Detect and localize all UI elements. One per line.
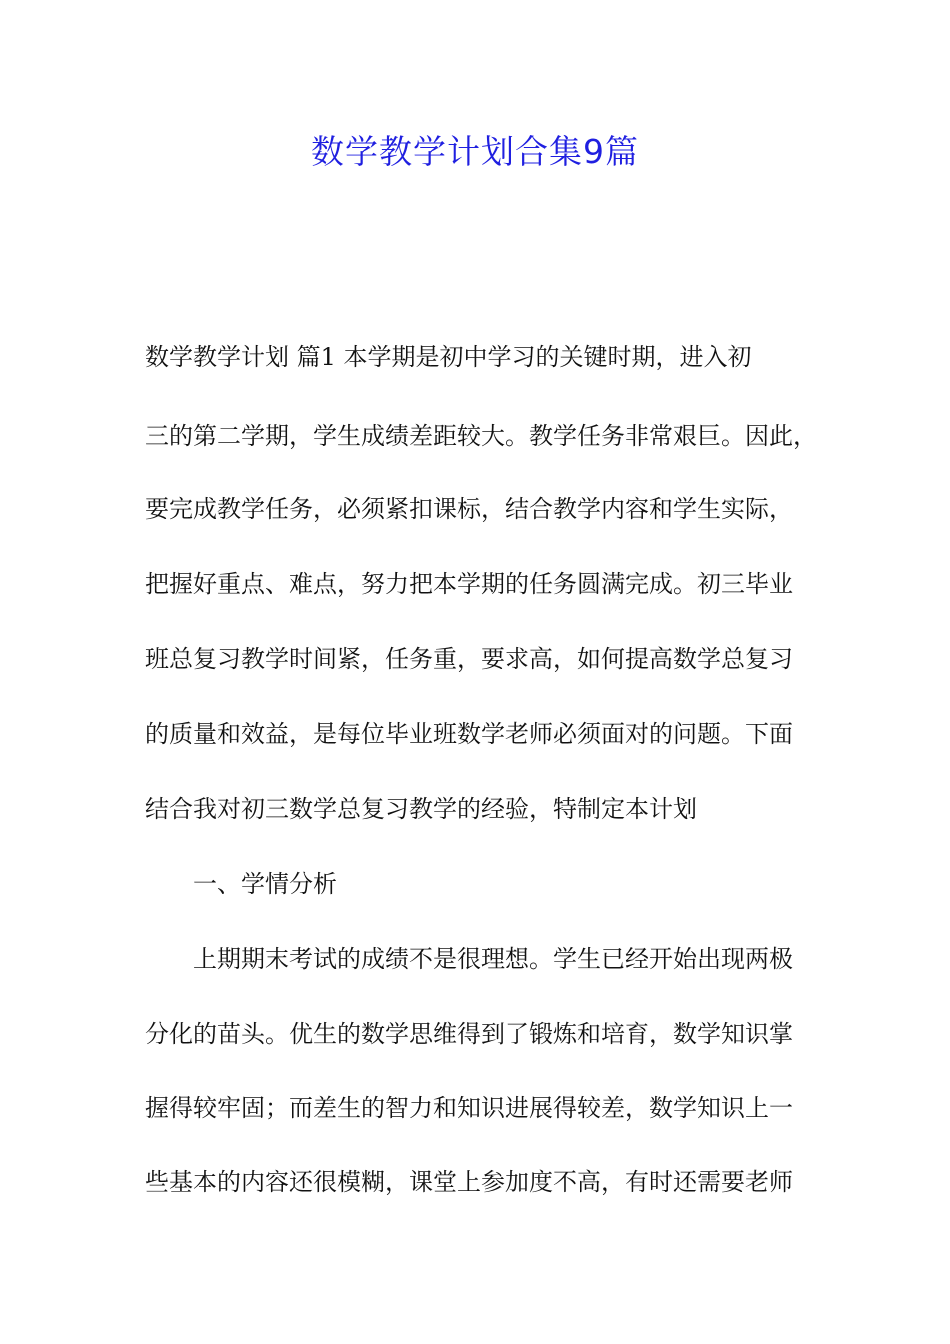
paragraph-line: 上期期末考试的成绩不是很理想。学生已经开始出现两极 — [193, 945, 793, 973]
paragraph-line: 握得较牢固；而差生的智力和知识进展得较差，数学知识上一 — [145, 1094, 793, 1122]
document-title: 数学教学计划合集9篇 — [311, 132, 639, 171]
paragraph-line: 班总复习教学时间紧，任务重，要求高，如何提高数学总复习 — [145, 645, 793, 673]
paragraph-line: 些基本的内容还很模糊，课堂上参加度不高，有时还需要老师 — [145, 1168, 793, 1196]
paragraph-line: 分化的苗头。优生的数学思维得到了锻炼和培育，数学知识掌 — [145, 1020, 793, 1048]
paragraph-line: 结合我对初三数学总复习教学的经验，特制定本计划 — [145, 795, 697, 823]
paragraph-line: 把握好重点、难点，努力把本学期的任务圆满完成。初三毕业 — [145, 570, 793, 598]
paragraph-line: 三的第二学期，学生成绩差距较大。教学任务非常艰巨。因此， — [145, 422, 817, 450]
paragraph-line: 的质量和效益，是每位毕业班数学老师必须面对的问题。下面 — [145, 720, 793, 748]
paragraph-line: 数学教学计划 篇1 本学期是初中学习的关键时期，进入初 — [145, 343, 752, 371]
paragraph-line: 要完成教学任务，必须紧扣课标，结合教学内容和学生实际， — [145, 495, 793, 523]
section-heading: 一、学情分析 — [193, 870, 337, 898]
